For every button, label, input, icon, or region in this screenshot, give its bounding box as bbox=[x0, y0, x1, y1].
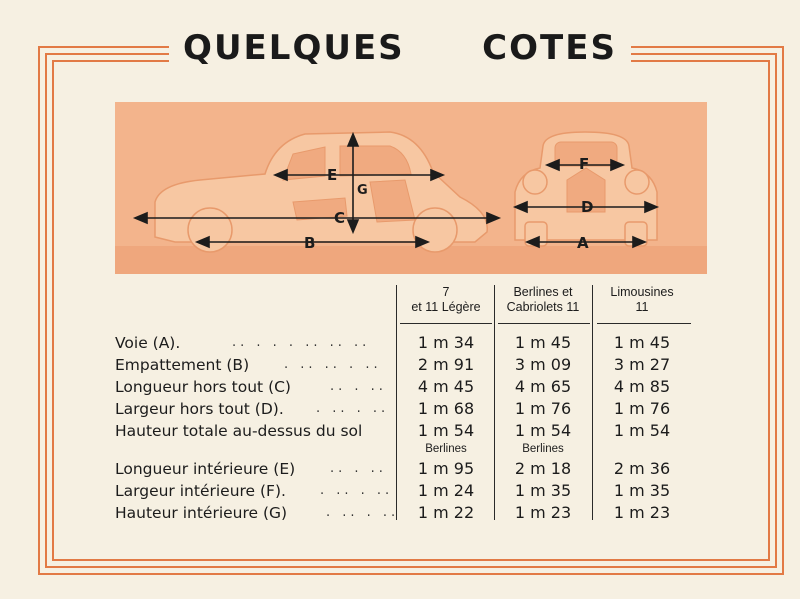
column-header-1: 7 et 11 Légère bbox=[411, 285, 481, 314]
column-header-2: Berlines et Cabriolets 11 bbox=[506, 285, 580, 314]
header-underline-2 bbox=[498, 323, 590, 324]
label-f: F bbox=[579, 155, 590, 173]
car-dimensions-illustration bbox=[115, 102, 707, 274]
label-d: D bbox=[581, 198, 594, 216]
header-underline-3 bbox=[597, 323, 691, 324]
page-title: QUELQUES COTES bbox=[0, 28, 800, 68]
column-header-3: Limousines 11 bbox=[610, 285, 674, 314]
subheader-col1: Berlines bbox=[425, 443, 467, 455]
header-underline-1 bbox=[400, 323, 492, 324]
subheader-col2: Berlines bbox=[522, 443, 564, 455]
label-c: C bbox=[334, 209, 346, 227]
label-a: A bbox=[577, 234, 589, 252]
label-g: G bbox=[357, 183, 368, 198]
column-divider-1 bbox=[396, 285, 397, 520]
label-b: B bbox=[304, 234, 316, 252]
column-divider-3 bbox=[592, 285, 593, 520]
label-e: E bbox=[327, 166, 338, 184]
